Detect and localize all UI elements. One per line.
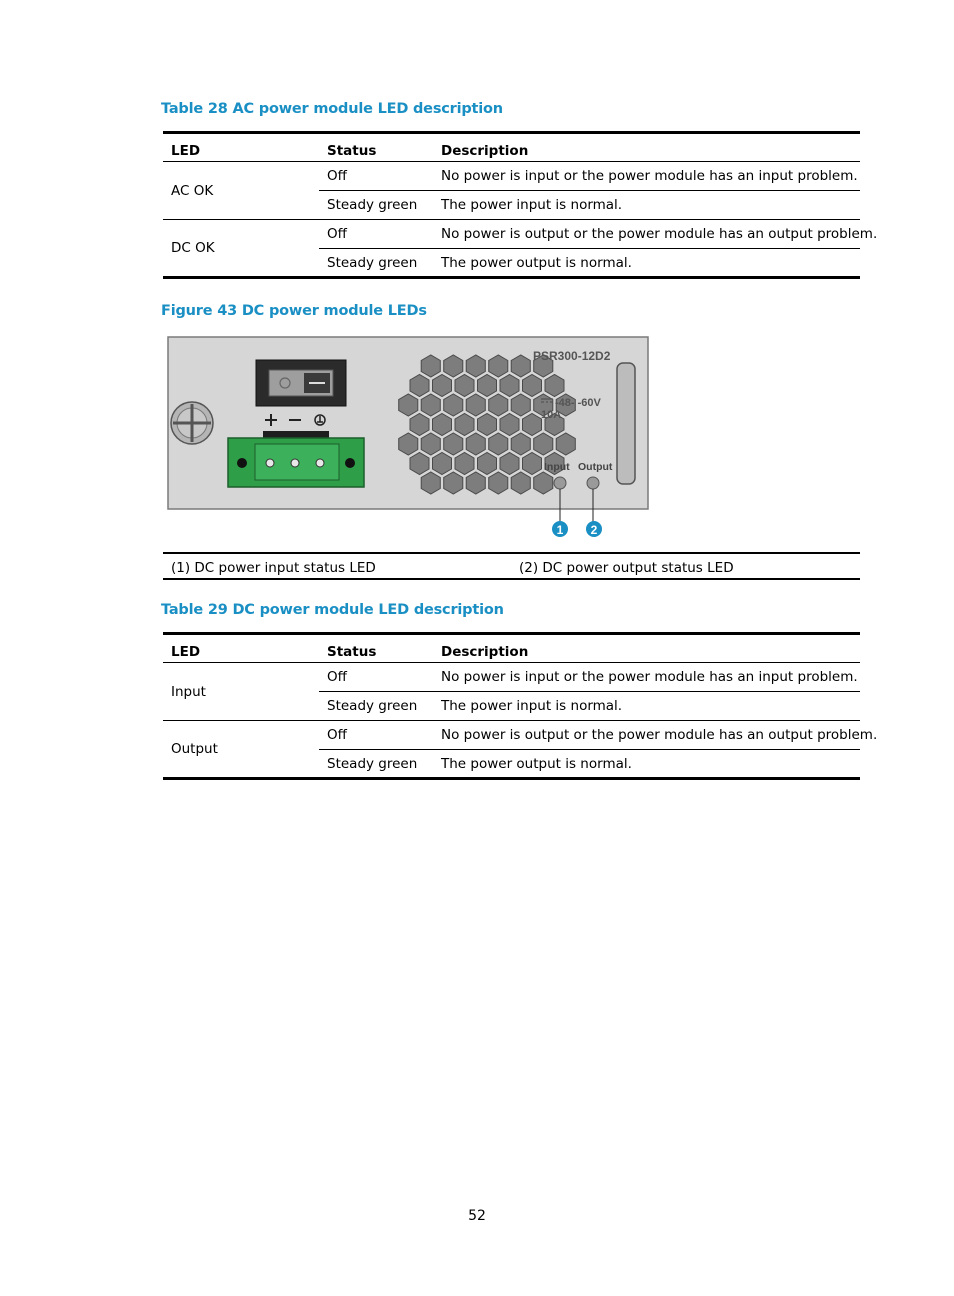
vent-hole [421,394,440,416]
voltage-label: -48- -60V [555,397,601,409]
status-cell: Steady green [319,249,433,278]
input-label: Input [544,461,570,473]
table-row [163,162,860,191]
table-row [163,220,860,249]
vent-hole [410,414,429,436]
led-name-cell: Output [163,721,319,779]
led-name-cell: AC OK [163,162,319,220]
vent-hole [466,472,485,494]
header-status: Status [319,634,433,663]
table-29-caption: Table 29 DC power module LED description [161,602,504,618]
legend-item-1: (1) DC power input status LED [171,560,376,576]
power-switch [256,360,346,406]
vent-hole [455,414,474,436]
vent-hole [489,472,508,494]
status-cell: Steady green [319,692,433,721]
table-row [163,663,860,692]
vent-hole [511,355,530,377]
vent-hole [421,472,440,494]
dc-power-module-figure [167,336,649,543]
vent-hole [455,375,474,397]
led-name-cell: DC OK [163,220,319,278]
vent-hole [523,375,542,397]
description-cell: The power output is normal. [433,249,860,278]
page-number: 52 [468,1208,486,1224]
vent-hole [478,375,497,397]
callout-1-number: 1 [556,523,564,537]
status-cell: Off [319,220,433,249]
header-led: LED [163,133,319,162]
header-description: Description [433,133,860,162]
vent-hole [421,433,440,455]
vent-hole [399,394,418,416]
legend-item-2: (2) DC power output status LED [519,560,734,576]
figure-43-caption: Figure 43 DC power module LEDs [161,303,427,319]
vent-hole [545,375,564,397]
vent-hole [556,433,575,455]
led-name-cell: Input [163,663,319,721]
header-description: Description [433,634,860,663]
header-status: Status [319,133,433,162]
description-cell: The power input is normal. [433,692,860,721]
vent-hole [466,394,485,416]
dc-terminal-block [228,431,364,487]
vent-hole [444,433,463,455]
current-label: 10A [541,409,562,421]
table-28 [163,131,878,279]
vent-hole [489,394,508,416]
table-28-caption: Table 28 AC power module LED description [161,101,503,117]
vent-hole [433,453,452,475]
status-cell: Steady green [319,191,433,220]
vent-hole [399,433,418,455]
input-led [554,477,566,489]
vent-hole [489,433,508,455]
description-cell: The power output is normal. [433,750,860,779]
vent-hole [410,453,429,475]
status-cell: Off [319,721,433,750]
vent-hole [444,355,463,377]
table-header-row [163,133,860,162]
callout-2-number: 2 [590,523,598,537]
table-row [163,721,860,750]
vent-hole [410,375,429,397]
status-cell: Off [319,663,433,692]
vent-hole [478,414,497,436]
status-cell: Steady green [319,750,433,779]
vent-hole [511,433,530,455]
vent-hole [500,453,519,475]
vent-hole [455,453,474,475]
description-cell: No power is output or the power module has an output problem. [433,721,860,750]
status-cell: Off [319,162,433,191]
handle-slot [617,363,635,484]
table-29 [163,632,878,780]
description-cell: The power input is normal. [433,191,860,220]
vent-hole [421,355,440,377]
figure-legend [163,552,860,580]
dc-power-module-illustration [167,336,649,543]
vent-hole [511,472,530,494]
vent-hole [511,394,530,416]
vent-hole [444,394,463,416]
vent-hole [478,453,497,475]
vent-hole [534,472,553,494]
vent-hole [466,355,485,377]
output-label: Output [578,461,613,473]
vent-hole [489,355,508,377]
vent-hole [466,433,485,455]
description-cell: No power is output or the power module has an output problem. [433,220,860,249]
vent-hole [500,375,519,397]
vent-hole [433,414,452,436]
vent-hole [433,375,452,397]
vent-hole [500,414,519,436]
screw-icon [171,402,213,444]
description-cell: No power is input or the power module has an input problem. [433,663,860,692]
table-header-row [163,634,860,663]
output-led [587,477,599,489]
model-label: PSR300-12D2 [533,349,611,363]
header-led: LED [163,634,319,663]
vent-hole [523,453,542,475]
vent-hole [523,414,542,436]
vent-hole [444,472,463,494]
description-cell: No power is input or the power module has an input problem. [433,162,860,191]
vent-hole [534,433,553,455]
